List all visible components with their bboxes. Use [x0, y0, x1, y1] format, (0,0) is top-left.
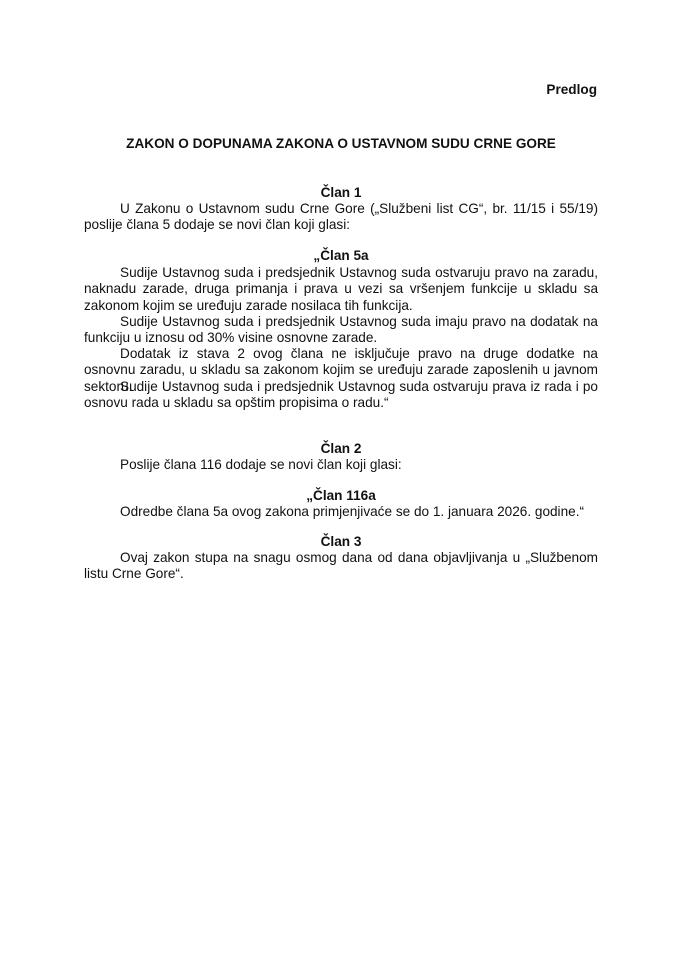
- proposal-label: Predlog: [546, 82, 597, 97]
- article-2-paragraph: Poslije člana 116 dodaje se novi član koji glasi:: [120, 457, 402, 472]
- article-5a-paragraph-2: Sudije Ustavnog suda i predsjednik Ustavnog suda imaju pravo na dodatak na funkciju u iznosu od 30% visine osnovne zarade.: [84, 314, 598, 346]
- article-2-heading: Član 2: [320, 441, 362, 456]
- article-5a-paragraph-1: Sudije Ustavnog suda i predsjednik Ustavnog suda ostvaruju pravo na zaradu, naknadu zarade, druga primanja i prava u vezi sa vršenjem funkcije u skladu sa zakonom kojim se uređuju zarade nosilaca tih funkcija.: [84, 265, 598, 313]
- article-1-paragraph: U Zakonu o Ustavnom sudu Crne Gore („Službeni list CG“, br. 11/15 i 55/19) poslije člana 5 dodaje se novi član koji glasi:: [84, 201, 598, 233]
- article-3-paragraph: Ovaj zakon stupa na snagu osmog dana od dana objavljivanja u „Službenom listu Crne Gore“.: [84, 550, 598, 582]
- article-5a-paragraph-4: Sudije Ustavnog suda i predsjednik Ustavnog suda ostvaruju prava iz rada i po osnovu rada u skladu sa opštim propisima o radu.“: [84, 379, 598, 411]
- article-116a-paragraph: Odredbe člana 5a ovog zakona primjenjivaće se do 1. januara 2026. godine.“: [120, 504, 585, 519]
- article-3-heading: Član 3: [320, 534, 362, 549]
- article-116a-heading: „Član 116a: [306, 488, 376, 503]
- law-title: ZAKON O DOPUNAMA ZAKONA O USTAVNOM SUDU CRNE GORE: [126, 136, 556, 151]
- article-1-heading: Član 1: [320, 185, 362, 200]
- article-5a-heading: „Član 5a: [313, 248, 369, 263]
- article-5a-paragraph-3: Dodatak iz stava 2 ovog člana ne isključuje pravo na druge dodatke na osnovnu zaradu, u skladu sa zakonom kojim se uređuju zarade zaposlenih u javnom sektoru.: [84, 346, 598, 394]
